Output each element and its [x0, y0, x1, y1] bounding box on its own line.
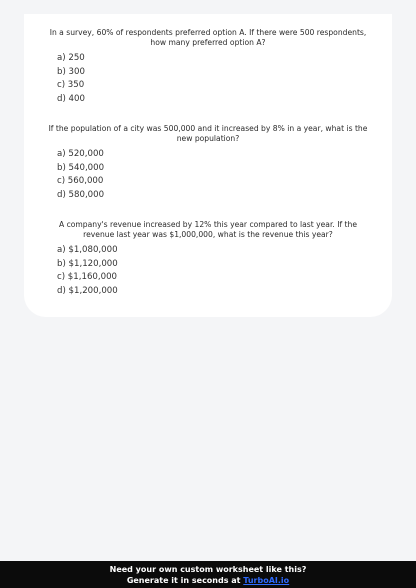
footer-line-2: [0, 575, 416, 586]
option-c: c) 350: [57, 80, 85, 90]
options-list: [57, 244, 392, 298]
option-b: b) 540,000: [57, 162, 105, 173]
question-3: [24, 220, 392, 298]
option-c: c) 560,000: [57, 176, 104, 186]
option-d: d) 400: [57, 93, 85, 104]
option-b: b) 300: [57, 66, 85, 77]
options-list: [57, 52, 392, 106]
option-a: a) 520,000: [57, 149, 104, 159]
question-card: [24, 14, 392, 317]
question-text: A company's revenue increased by 12% this year compared to last year. If the revenue last year was $1,000,000, what is the revenue this year?: [58, 220, 358, 239]
option-a: a) 250: [57, 53, 85, 63]
footer-line-2-prefix: Generate it in seconds at: [126, 576, 244, 585]
option-d: d) 580,000: [57, 189, 105, 200]
question-text: If the population of a city was 500,000 and it increased by 8% in a year, what is the new population?: [48, 124, 368, 143]
promo-footer: [0, 561, 416, 588]
question-1: [24, 28, 392, 106]
question-text: In a survey, 60% of respondents preferred option A. If there were 500 respondents, how many preferred option A?: [49, 28, 367, 47]
options-list: [57, 148, 392, 202]
option-d: d) $1,200,000: [57, 285, 118, 296]
turboai-link[interactable]: TurboAI.io: [243, 576, 290, 585]
option-a: a) $1,080,000: [57, 245, 118, 255]
option-c: c) $1,160,000: [57, 272, 118, 282]
question-2: [24, 124, 392, 202]
footer-line-1: Need your own custom worksheet like this?: [109, 565, 307, 574]
option-b: b) $1,120,000: [57, 258, 118, 269]
